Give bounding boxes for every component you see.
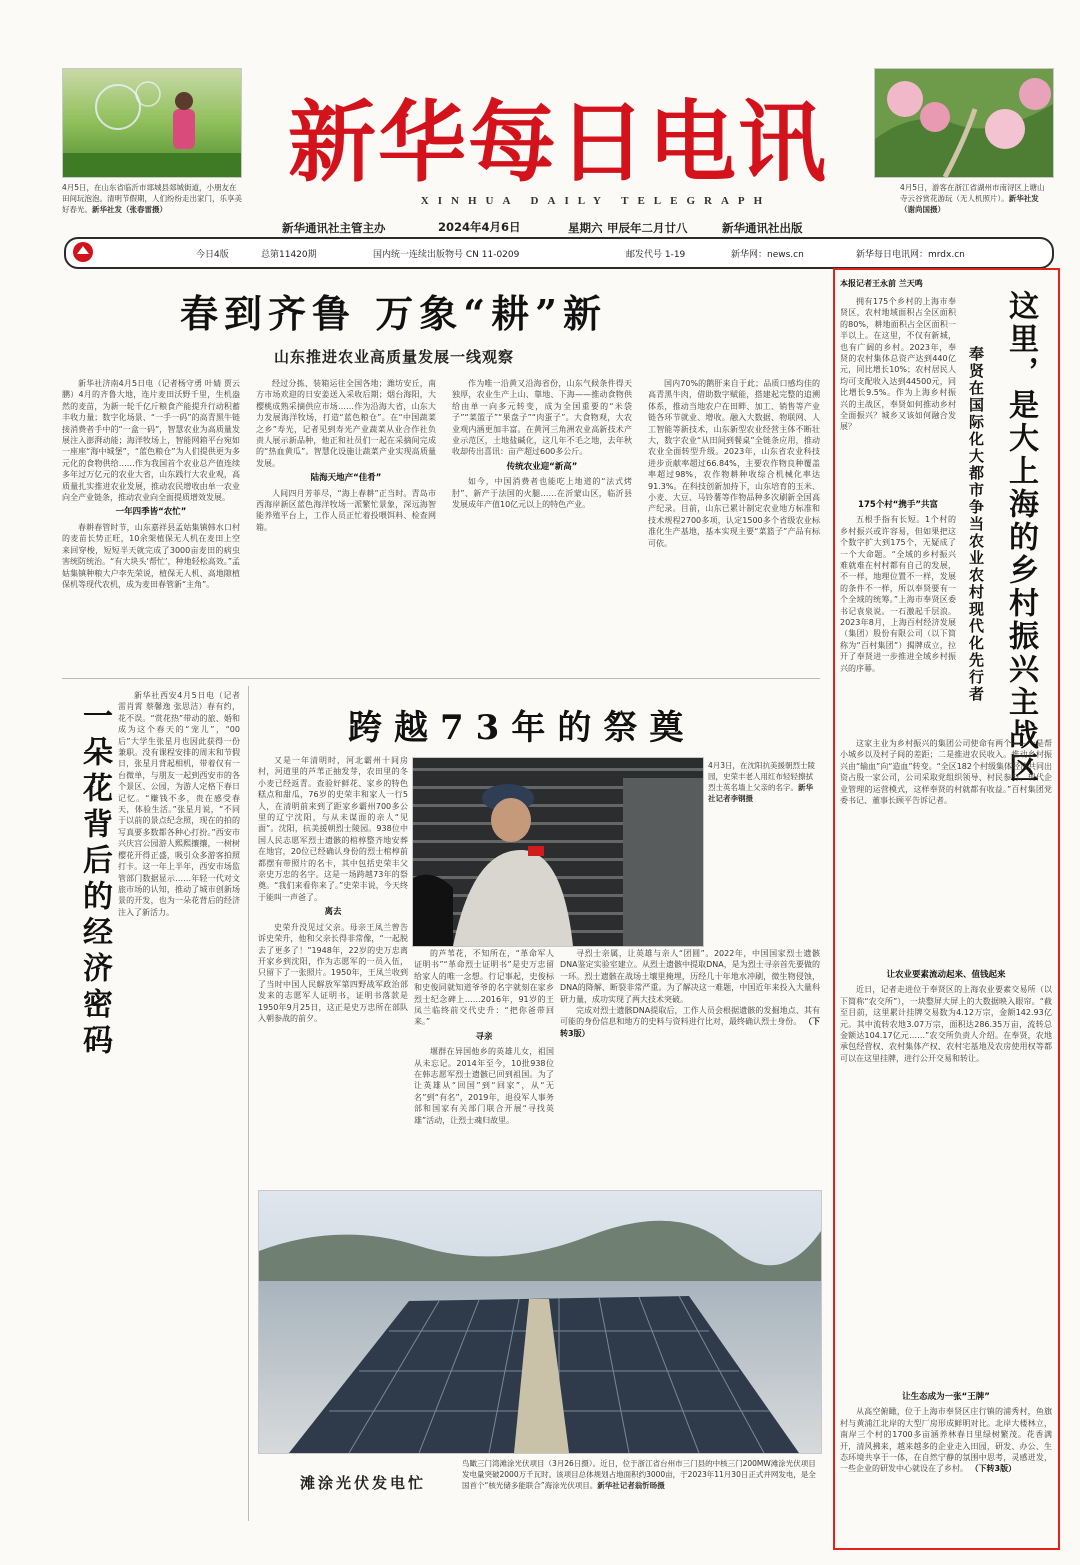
ribbon-postal: 邮发代号 1-19 [626, 250, 686, 260]
masthead-lunar: 甲辰年二月廿八 [607, 221, 688, 235]
story4-col4-text: 从高空俯瞰，位于上海市奉贤区庄行镇的浦秀村，鱼旗村与黄浦江北岸的大型厂房形成鲜明对比。北岸大楼林立，南岸三个村的1700多亩涵养林春日里绿树繁茂。花香满开，清风拂来，越来越多的企业走入田园，研发、办公、生态环境共享于一体，在自然宁静的氛围中思考，灵感迸发，一些企业的研发中心就设在了乡村。 [840, 1407, 1052, 1474]
story1-col3b-text: 如今，中国消费者也能吃上地道的“法式烤肘”、新产于法国的火腿……在沂蒙山区，临沂县发展成年产值10亿元以上的特色产业。 [452, 477, 632, 510]
story2-vtitle: 一朵花背后的经济密码 [77, 700, 112, 1060]
story4-col1 [840, 496, 956, 736]
story4-col3-text: 近日，记者走进位于奉贤区的上海农业要素交易所（以下简称“农交所”），一块整屏大屏上的大数据映入眼帘。“截至目前，这里累计挂牌交易数为4.12万宗，金额142.93亿元。其中流转农地3.07万宗，面积达286.35万亩，流转总金额达104.17亿元……”农交所负责人介绍。在奉贤，农地承包经营权、农村集体产权、农村宅基地及农房使用权等都可以在这里挂牌，进行公开交易和转让。 [840, 985, 1052, 1063]
story4-continued: （下转3版） [970, 1464, 1017, 1474]
story1-divider [62, 678, 820, 679]
story3-col2-text: 的芦苇花，不知所在，“革命军人证明书”“革命烈士证明书”是史万忠留给家人的唯一念想。行记事起，史俊标和史俊同就知道爷爷的名字就刻在家乡烈士纪念碑上……2016年，91岁的王凤兰临终前交代史升：“把你爸带回来。” [414, 949, 554, 1027]
story4-byline: 本报记者王永前 兰天鸣 [840, 279, 923, 288]
story1-col1-text: 新华社济南4月5日电（记者杨守勇 叶婧 贾云鹏）4月的齐鲁大地，连片麦田沃野千里，生机盎然的麦苗，为新一轮千亿斤粮食产能提升行动积蓄丰收力量；数字化场景、“一手一码”的高青黑牛链接消费者手中的“一盒一码”，智慧农业为高质量发展注入澎湃动能；海洋牧场上，智能网箱平台宛如一座座“海中城堡”，“蓝色粮仓”为人们提供更为多元化的食物供给……作为我国首个农业总产值连续多年过万亿元的农业大省，山东践行大农业观，高质量扎实推进农业发展，推动农民增收由单一农业向全产业链条，推动农业向全面提质增效发展。 [62, 379, 240, 503]
xinhua-logo-icon [72, 241, 94, 263]
ribbon-email[interactable]: 新华每日电讯网：mrdx.cn [856, 250, 965, 260]
story4-intro-text: 拥有175个乡村的上海市奉贤区，农村地域面积占全区面积的80%，耕地面积占全区面积一半以上。在这里，不仅有新城，也有广阔的乡村。2023年，奉贤的农村集体总资产达到440亿元，同比增长10%；农村居民人均可支配收入达到44500元，同比增长9.5%。作为上海乡村振兴的主战区，奉贤如何推动乡村全面振兴？城乡又该如何融合发展？ [840, 297, 956, 432]
story1-col3-text: 作为唯一沿黄又沿海省份，山东气候条件得天独厚，农业生产上山、靠地、下海——推动食物供给由单一向多元转变，成为全国重要的“米袋子”“菜篮子”“果盘子”“肉蛋子”。大食物观，大农业观内涵更加丰富。在黄河三角洲农业高新技术产业示范区，土地盐碱化，这几年不毛之地，去年秋收却传出喜讯：亩产超过600多公斤。 [452, 379, 632, 457]
story3-col2b-text: 堰群在异国他乡的英雄儿女，祖国从未忘记。2014年至今，10批938位在韩志愿军烈士遗骸已回到祖国。为了让英雄从“回国”到“回家”，从“无名”到“有名”，2019年，退役军人事务部和国家有关部门联合开展“寻找英雄”活动，让烈士魂归故里。 [414, 1047, 554, 1125]
story3-col2 [414, 948, 554, 1173]
story1-col1b-text: 春耕春管时节，山东嘉祥县孟姑集镇韩水口村的麦苗长势正旺，10余架植保无人机在麦田上空来回穿梭，短短半天就完成了3000亩麦田的病虫害统防统治。“有大块头‘帮忙’，种地轻松高效。”孟姑集镇种粮大户李先荣说，植保无人机、高地隙植保机等现代农机，成为麦田春管新“主角”。 [62, 522, 240, 589]
story4-col3 [840, 966, 1052, 1366]
story3-col3 [560, 948, 820, 1173]
masthead-left-photo [62, 68, 242, 178]
left-caption-text: 4月5日，在山东省临沂市郯城县郯城街道，小朋友在田间玩泡泡。清明节假期，人们纷纷走出家门，乐享美好春光。 [62, 183, 242, 214]
story1-col4 [648, 378, 820, 668]
story3-caption-credit: 新华社记者李钢摄 [708, 783, 813, 803]
masthead-left-caption [62, 182, 242, 215]
story4-sec3: 让生态成为一张“王牌” [902, 1392, 990, 1402]
ribbon-issue: 总第11420期 [261, 250, 317, 260]
story1-subhead: 山东推进农业高质量发展一线观察 [274, 348, 515, 366]
story1-sec2: 陆海天地产“佳肴” [310, 473, 382, 484]
story2-col-text: 新华社西安4月5日电（记者雷肖霄 蔡馨逸 张思洁）春有约，花不误。“赏花热”带动的旅、婚和成为这个春天的“宠儿”，“00后”大学生张星月也因此获得一份兼职。没有课程安排的周末和节假日，张星月背起相机，带着仅有一台微单，与朋友一起到西安市的各个景区、公园，为游人定格下春日记忆。“赚钱不多，贵在感受春天，体验生活。”张星月说，“不同于以前的景点纪念照，现在的拍的写真要多数都各种心打扮。”西安市兴庆宫公园游人熙熙攘攘，一树树樱花开得正盛，吸引众多游客拍照打卡。这一年上半年，西安市场监管部门数据显示……年轻一代对文旅市场的认知，推动了城市创新场景的开发，也为一朵花背后的经济注入了新活力。 [118, 691, 240, 917]
ribbon-today: 今日4版 [196, 250, 229, 260]
story1-col2 [256, 378, 436, 668]
bottom-photo-label: 滩涂光伏发电忙 [300, 1474, 427, 1492]
right-caption-credit: 新华社发（谢尚国摄） [900, 194, 1039, 214]
story2-divider [248, 686, 249, 1521]
story1-col3 [452, 378, 632, 668]
right-caption-text: 4月5日，游客在浙江省湖州市南浔区上塘山寺云谷赏花游玩（无人机照片）。 [900, 183, 1045, 203]
story4-intro [840, 296, 956, 491]
bottom-photo-caption [462, 1458, 820, 1491]
masthead-english: XINHUA DAILY TELEGRAPH [420, 195, 772, 207]
story4-col4 [840, 1388, 1052, 1538]
story4-col2-text: 这家主业为乡村振兴的集团公司使命有两个——一是帮小城乡以及村子间的差距；二是推进农民收入。推动乡村振兴由“输血”向“造血”转变。“全区182个村级集体经济共同出资占股一家公司，公司采取党组织领导、村民参与、现代企业管理的运营模式，这样奉贤的村就都有收益。”百村集团党委书记、董事长顾平告诉记者。 [840, 739, 1052, 806]
story1-sec1: 一年四季皆“农忙” [115, 507, 187, 518]
masthead-right-photo [874, 68, 1054, 178]
story3-headline: 跨越73年的祭奠 [348, 708, 696, 748]
bottom-caption-credit: 新华社记者翁忻旸摄 [597, 1481, 665, 1490]
masthead-date [438, 219, 521, 235]
story1-col4-text: 国内70%的鹅肝来自于此；品质口感均佳的高青黑牛肉，借助数字赋能，搭建起完整的追溯体系，推动当地农户在田畔、加工、销售等产业链各环节就业、增收。融入大数据、物联网、人工智能等新技术，山东新型农业经营主体不断壮大，数字农业“从田间到餐桌”全链条应用，推动农业全面转型升级。2023年，山东省农业科技进步贡献率超过66.84%，主要农作物良种覆盖率超过98%，农作物耕种收综合机械化率达91.3%。在科技创新加持下，山东培育的玉米、小麦、大豆、马铃薯等作物品种多次刷新全国高产纪录。目前，山东已累计制定农业地方标准和技术规程2700多项，认定1500多个省级农业标准化生产基地，基本实现主要“菜篮子”产品有标可依。 [648, 379, 820, 548]
masthead-sponsor: 新华通讯社主管主办 [282, 221, 386, 235]
ribbon-cn: 国内统一连续出版物号 CN 11-0209 [373, 250, 520, 260]
story1-headline: 春到齐鲁 万象“耕”新 [180, 291, 607, 336]
story3-photo [412, 757, 704, 947]
story3-col1b-text: 史荣升没见过父亲。母亲王凤兰曾告诉史荣升，他和父亲长得非常像，“一起脱去了更多了！”1948年，22岁的史万忠离开家乡到沈阳，作为志愿军的一员入伍，只留下了一张照片。1950年，王凤兰收到了当时中国人民解放军第四野战军政治部发来的志愿军人证明书，证明书落款是1950年9月25日，这正是史万忠所在部队入朝参战的前夕。 [258, 922, 408, 1023]
story3-continued: （下转3版） [560, 1017, 820, 1038]
story1-col2-text: 经过分拣、装箱运往全国各地；潍坊安丘，南方市场欢迎的日安姜送入采收后期；烟台海阳，大樱桃成熟采摘供应市场……作为沿海大省，山东大力发展海洋牧场，打造“蓝色粮仓”。在“中国蔬菜之乡”寿光，记者见到寿光产业蔬菜从业合作社负责人展示新品种，他正和社员们一起在采摘间完成的“热血黄瓜”。智慧化设施让蔬菜产业实现高质量发展。 [256, 379, 436, 468]
bottom-photo [258, 1190, 822, 1454]
story1-sec3: 传统农业迎“新高” [506, 461, 578, 472]
story1-col1 [62, 378, 240, 668]
story4-col2 [840, 738, 1052, 963]
story1-col2b-text: 人间四月芳菲尽，“海上春耕”正当时。青岛市西海岸新区蓝色海洋牧场一派繁忙景象，深远海智能养殖平台上，工作人员正忙着投喂饵料、检查网箱。 [256, 488, 436, 532]
bottom-caption-text: 鸟瞰三门湾滩涂光伏项目（3月26日摄）。近日，位于浙江省台州市三门县的中核三门200MW滩涂光伏项目发电量突破2000万千瓦时。该项目总体规划占地面积约3000亩，于2023年11月30日正式并网发电，是全国首个“核光储多能联合”海涂光伏项目。 [462, 1459, 816, 1490]
masthead-publisher: 新华通讯社出版 [722, 221, 803, 235]
story4-sec2: 让农业要素流动起来、值钱起来 [886, 970, 1006, 980]
left-caption-credit: 新华社发（张春雷摄） [92, 205, 167, 214]
story2-col [118, 690, 240, 1520]
story3-col1-text: 又是一年清明时，河北霸州十间房村，河道里的芦苇正抽发芽，农田里的冬小麦已经返青。查验好鲜花、家乡的特色糕点和甜瓜，76岁的史荣丰和家人一行5人，在清明前来到了距家乡霸州700多公里的辽宁沈阳，与从未谋面的亲人“见面”。沈阳，抗美援朝烈士陵园。938位中国人民志愿军烈士遗骸的棺椁整齐地安葬在地宫，20位已经确认身份的烈士棺椁前都摆有带照片的名卡，其中包括史荣丰父亲史万忠的名字。这是一场跨越73年的祭奠。“我们来看你来了。”史荣丰说，今天终于能叫一声爸了。 [258, 756, 408, 902]
story4-sec1: 175个村“携手”共富 [858, 500, 938, 510]
ribbon-web[interactable]: 新华网：news.cn [731, 250, 804, 260]
story3-col3b-text: 完成对烈士遗骸DNA提取后，工作人员会根据遗骸的发掘地点、其有可能的身份信息和地方的史料与资料进行比对，最终确认烈士身份。 [560, 1006, 820, 1027]
story3-photo-caption [708, 760, 820, 804]
story3-caption-text: 4月3日，在沈阳抗美援朝烈士陵园，史荣丰老人用红布轻轻擦拭烈士英名墙上父亲的名字。 [708, 761, 816, 792]
story4-col1-text: 五根手指有长短。1个村的乡村振兴或许容易，但如果把这个数字扩大到175个，无疑成了一个大命题。“全域的乡村振兴难就难在村村都有自己的发展，不一样，地理位置不一样，发展的条件不一样，所以奉贤要有一个全域的统筹。”上海市奉贤区委书记袁泉说。一石激起千层浪。2023年8月，上海百村经济发展（集团）股份有限公司（以下简称为“百村集团”）揭牌成立，拉开了奉贤进一步推进全域乡村振兴的序幕。 [840, 515, 956, 673]
masthead-title: 新华每日电讯 [287, 90, 828, 194]
masthead-weekday: 星期六 [568, 221, 603, 235]
story4-vtitle: 这里，是大上海的乡村振兴主战区 [1003, 290, 1038, 785]
story3-col1 [258, 755, 408, 1175]
story3-col3-text: 寻烈士亲属，让英雄与亲人“团圆”。2022年，中国国家烈士遗骸DNA鉴定实验室建立。从烈士遗骸中提取DNA，是为烈士寻亲首先要做的一环。烈士遗骸在战场土壤里掩埋，历经几十年地水冲刷，微生物侵蚀，DNA的降解、断裂非常严重。为了解决这一难题，中国近年来投入大量科研力量，成功实现了两大技术突破。 [560, 949, 820, 1004]
story3-sec1: 离去 [324, 907, 342, 918]
masthead-right-caption [900, 182, 1052, 215]
story3-sec2: 寻亲 [475, 1031, 493, 1042]
story4-vsub: 奉贤在国际化大都市争当农业农村现代化先行者 [967, 346, 985, 703]
date-text: 2024年4月6日 [438, 220, 521, 234]
info-ribbon [64, 237, 1054, 269]
